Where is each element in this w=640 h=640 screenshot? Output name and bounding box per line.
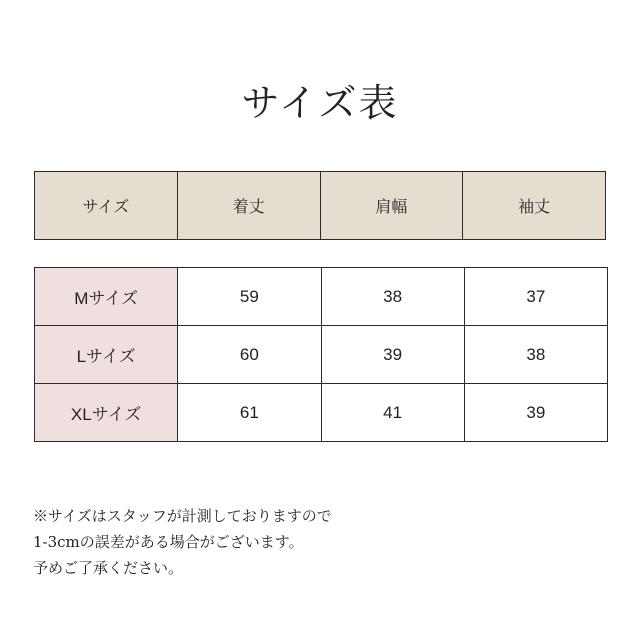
header-row: [35, 172, 606, 240]
header-cell-size: サイズ: [35, 172, 178, 240]
note-line: ※サイズはスタッフが計測しておりますので: [33, 507, 332, 525]
row-header-cell: Mサイズ: [35, 268, 178, 326]
table-cell: 39: [321, 326, 464, 384]
table-row: [35, 326, 608, 384]
header-cell-sleeve: 袖丈: [463, 172, 606, 240]
note-line: 予めご了承ください。: [33, 559, 184, 577]
size-table-header: [34, 171, 606, 240]
table-cell: 59: [178, 268, 321, 326]
size-table-body: [34, 267, 608, 442]
row-header-cell: XLサイズ: [35, 384, 178, 442]
measurement-note: [33, 503, 332, 581]
table-cell: 37: [464, 268, 607, 326]
note-line: 1-3cmの誤差がある場合がございます。: [33, 533, 304, 551]
table-cell: 38: [321, 268, 464, 326]
table-row: [35, 268, 608, 326]
header-cell-length: 着丈: [177, 172, 320, 240]
table-cell: 61: [178, 384, 321, 442]
page-title: サイズ表: [241, 81, 399, 125]
row-header-cell: Lサイズ: [35, 326, 178, 384]
table-cell: 60: [178, 326, 321, 384]
table-cell: 39: [464, 384, 607, 442]
table-row: [35, 384, 608, 442]
table-cell: 41: [321, 384, 464, 442]
header-cell-shoulder: 肩幅: [320, 172, 463, 240]
table-cell: 38: [464, 326, 607, 384]
